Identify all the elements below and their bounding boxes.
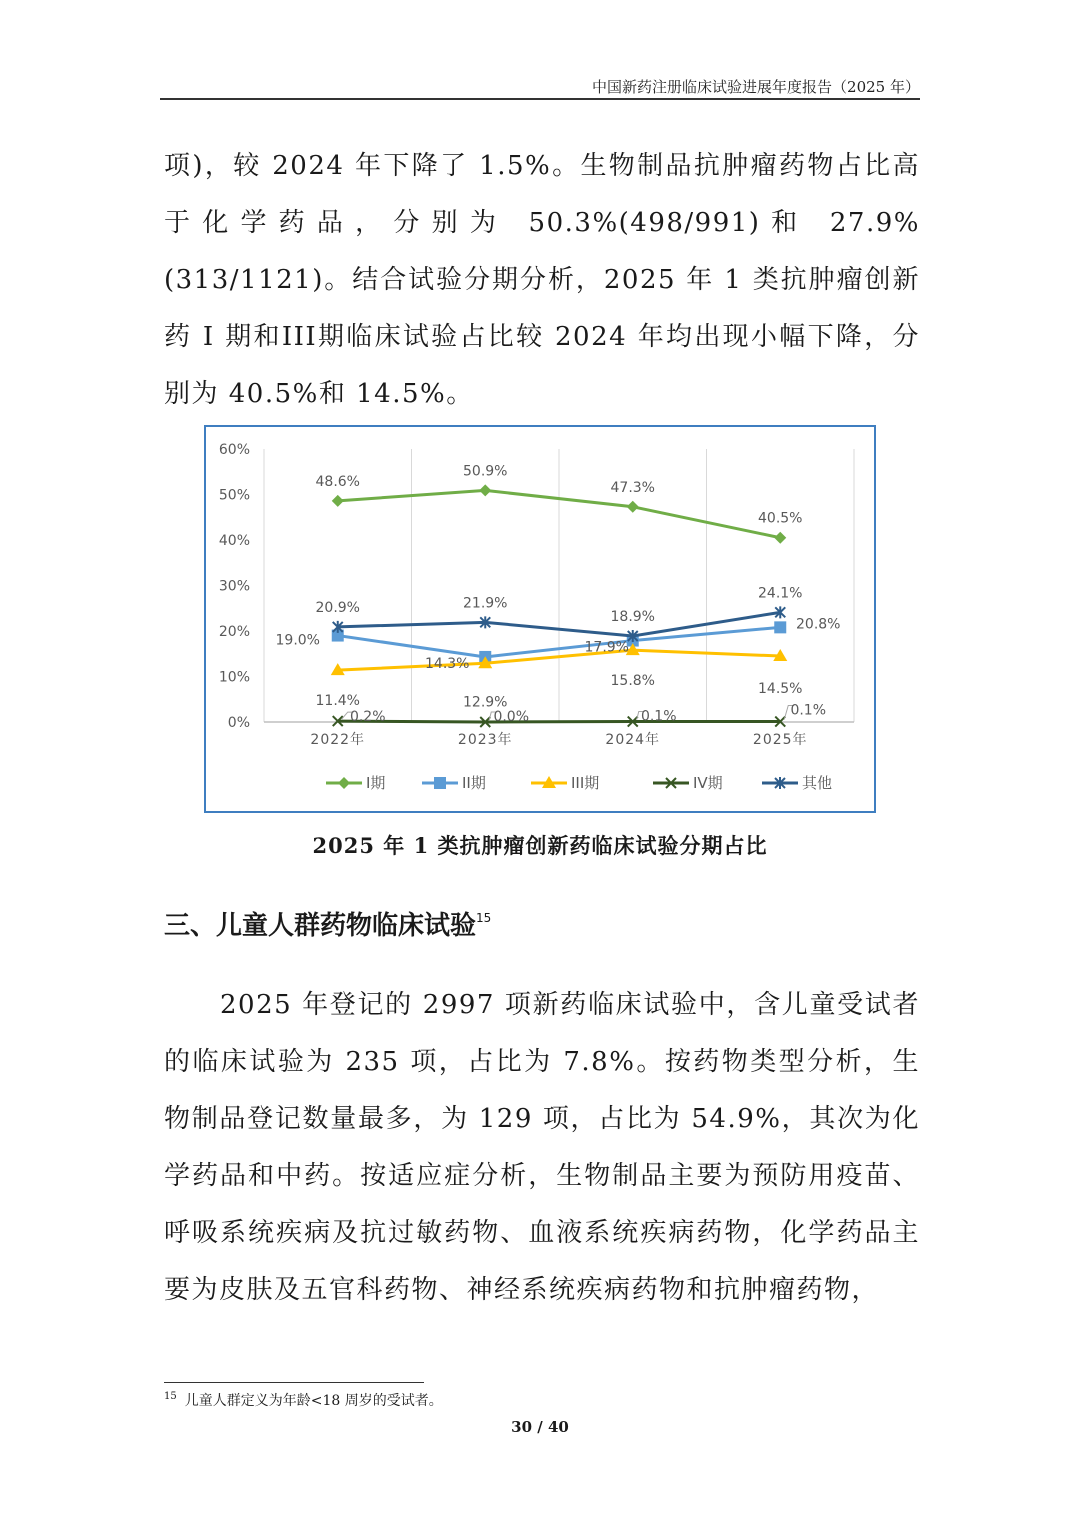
page-header <box>160 72 920 100</box>
data-label: 50.9% <box>463 463 508 480</box>
y-tick-label: 20% <box>218 624 250 640</box>
data-label: 48.6% <box>315 473 360 490</box>
legend-label: IV期 <box>693 774 723 792</box>
y-tick-label: 40% <box>218 533 250 549</box>
data-label: 18.9% <box>610 609 655 626</box>
legend-marker <box>434 777 446 789</box>
header-title: 中国新药注册临床试验进展年度报告（2025 年） <box>592 78 920 96</box>
data-label: 17.9% <box>584 639 629 656</box>
section-title-text: 三、儿童人群药物临床试验 <box>164 911 477 941</box>
data-label: 15.8% <box>610 673 655 690</box>
data-label: 21.9% <box>463 595 508 612</box>
data-label: 19.0% <box>275 632 320 649</box>
legend-label: 其他 <box>802 774 833 792</box>
footnote-number: 15 <box>164 1391 177 1403</box>
data-point <box>627 501 639 513</box>
body-paragraph-1: 项)，较 2024 年下降了 1.5%。生物制品抗肿瘤药物占比高于化学药品，分别为 50.3%(498/991)和 27.9%(313/1121)。结合试验分期分析，2025 年 1 类抗肿瘤创新药 I 期和III期临床试验占比较 2024 年均出现小幅下降，分别为 40.5%和 14.5%。 <box>164 151 920 409</box>
phase-share-chart <box>204 425 876 813</box>
y-tick-label: 0% <box>227 715 250 731</box>
data-label: 47.3% <box>610 479 655 496</box>
chart-caption: 2025 年 1 类抗肿瘤创新药临床试验分期占比 <box>312 833 768 858</box>
data-label: 14.3% <box>425 655 470 672</box>
data-point <box>774 532 786 544</box>
data-point <box>479 484 491 496</box>
data-label: 40.5% <box>758 510 803 527</box>
y-tick-label: 10% <box>218 669 250 686</box>
legend-label: III期 <box>571 774 600 792</box>
y-tick-label: 50% <box>218 487 250 504</box>
x-tick-label: 2022年 <box>310 732 366 748</box>
line-chart-svg <box>206 427 874 811</box>
data-label: 0.1% <box>640 708 677 725</box>
data-label: 11.4% <box>315 693 360 710</box>
series-line <box>338 721 781 722</box>
legend-label: II期 <box>462 774 486 792</box>
y-tick-label: 30% <box>218 578 250 595</box>
footnote <box>164 1390 443 1410</box>
data-label: 20.8% <box>796 616 841 633</box>
page-number: 30 / 40 <box>511 1418 569 1436</box>
x-tick-label: 2024年 <box>605 732 661 748</box>
section-title <box>164 905 491 942</box>
data-label: 24.1% <box>758 585 803 602</box>
x-tick-label: 2023年 <box>457 732 513 748</box>
data-label: 0.1% <box>790 702 827 719</box>
data-label: 20.9% <box>315 599 360 616</box>
y-tick-label: 60% <box>218 442 250 458</box>
data-label: 14.5% <box>758 681 803 698</box>
body-paragraph-2: 2025 年登记的 2997 项新药临床试验中，含儿童受试者的临床试验为 235 项，占比为 7.8%。按药物类型分析，生物制品登记数量最多，为 129 项，占比为 54.9%，其次为化学药品和中药。按适应症分析，生物制品主要为预防用疫苗、呼吸系统疾病及抗过敏药物、血液系统疾病药物，化学药品主要为皮肤及五官科药物、神经系统疾病药物和抗肿瘤药物， <box>164 990 920 1305</box>
data-label: 12.9% <box>463 694 508 711</box>
footnote-text: 儿童人群定义为年龄<18 周岁的受试者。 <box>184 1393 443 1409</box>
legend-marker <box>338 777 350 789</box>
data-point <box>332 495 344 507</box>
legend-label: I期 <box>366 774 386 792</box>
data-label: 0.0% <box>493 709 530 725</box>
footnote-ref[interactable]: 15 <box>476 911 492 925</box>
data-point <box>774 621 786 633</box>
footnote-divider <box>164 1382 424 1383</box>
x-tick-label: 2025年 <box>752 732 808 748</box>
data-label: 0.2% <box>349 709 386 726</box>
